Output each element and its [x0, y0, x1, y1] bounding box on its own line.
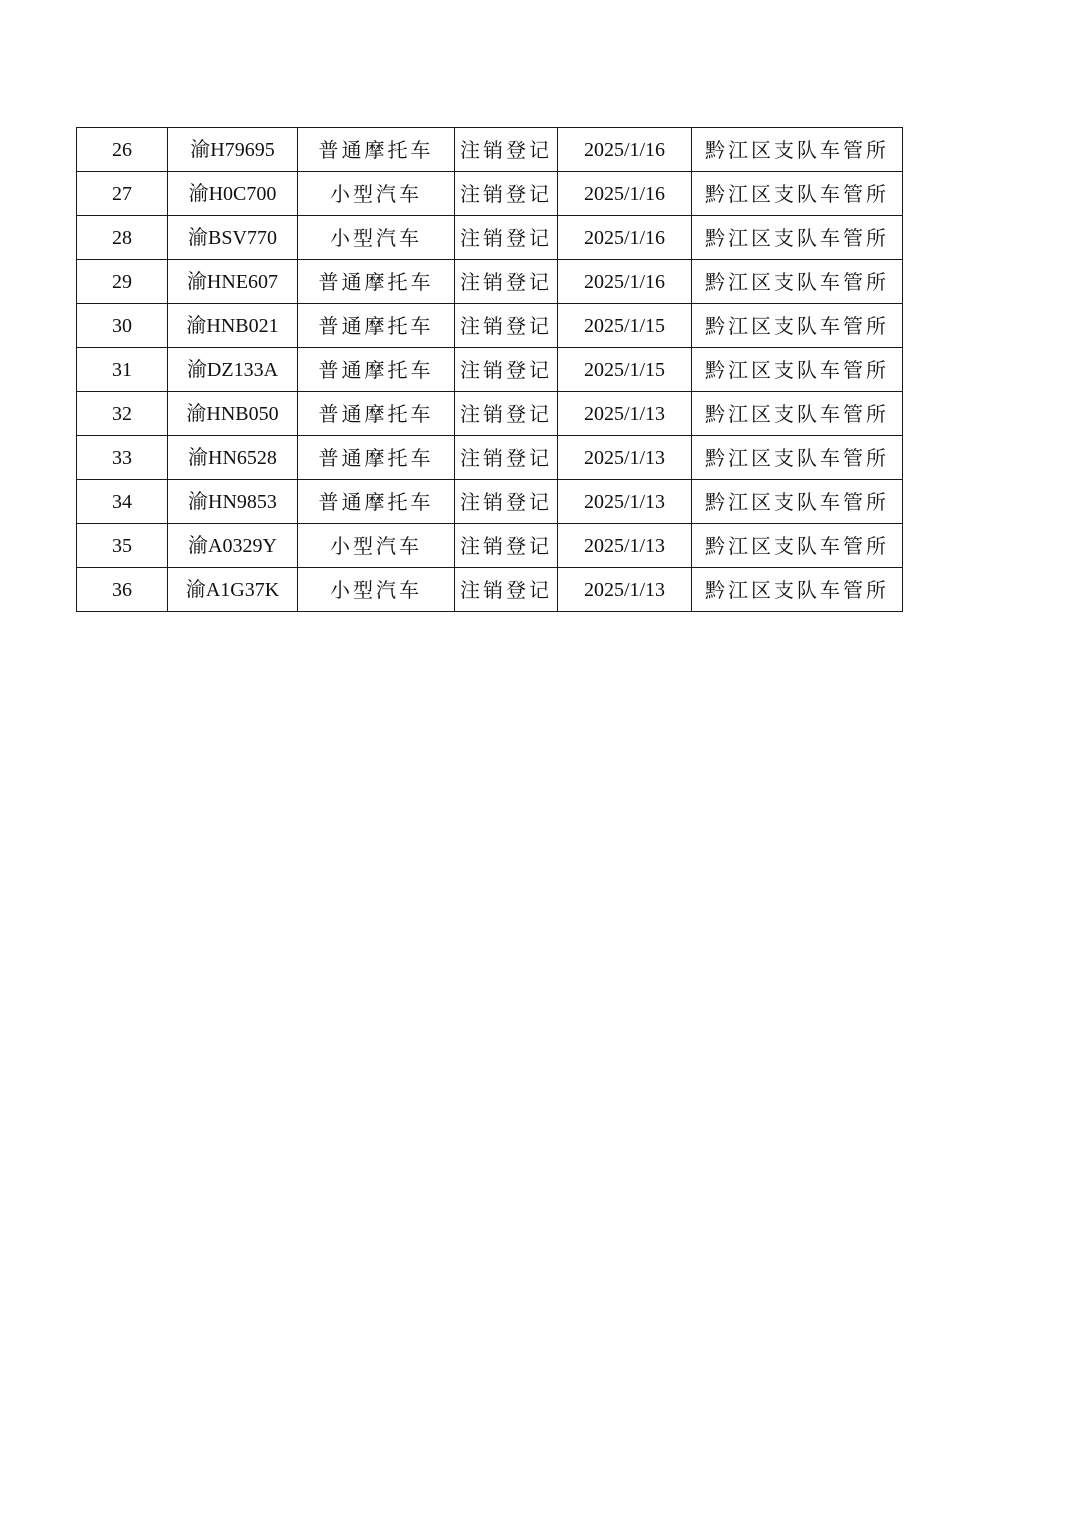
processing-date: 2025/1/13	[558, 568, 692, 612]
plate-number: 渝HN9853	[168, 480, 298, 524]
row-index: 31	[77, 348, 168, 392]
deregistration-table	[76, 127, 903, 612]
table-row	[77, 304, 903, 348]
processing-office: 黔江区支队车管所	[692, 436, 903, 480]
processing-date: 2025/1/15	[558, 348, 692, 392]
business-type: 注销登记	[455, 128, 558, 172]
processing-office: 黔江区支队车管所	[692, 172, 903, 216]
table-row	[77, 216, 903, 260]
processing-date: 2025/1/16	[558, 260, 692, 304]
processing-office: 黔江区支队车管所	[692, 568, 903, 612]
table-row	[77, 172, 903, 216]
business-type: 注销登记	[455, 524, 558, 568]
processing-date: 2025/1/13	[558, 524, 692, 568]
processing-date: 2025/1/15	[558, 304, 692, 348]
table-row	[77, 524, 903, 568]
row-index: 26	[77, 128, 168, 172]
vehicle-type: 普通摩托车	[298, 260, 455, 304]
vehicle-type: 普通摩托车	[298, 436, 455, 480]
plate-number: 渝HNB050	[168, 392, 298, 436]
row-index: 29	[77, 260, 168, 304]
processing-office: 黔江区支队车管所	[692, 348, 903, 392]
plate-number: 渝DZ133A	[168, 348, 298, 392]
business-type: 注销登记	[455, 480, 558, 524]
business-type: 注销登记	[455, 172, 558, 216]
table-row	[77, 480, 903, 524]
processing-office: 黔江区支队车管所	[692, 216, 903, 260]
table-row	[77, 260, 903, 304]
processing-office: 黔江区支队车管所	[692, 480, 903, 524]
vehicle-type: 普通摩托车	[298, 304, 455, 348]
plate-number: 渝A0329Y	[168, 524, 298, 568]
plate-number: 渝H79695	[168, 128, 298, 172]
plate-number: 渝HNE607	[168, 260, 298, 304]
business-type: 注销登记	[455, 568, 558, 612]
plate-number: 渝HN6528	[168, 436, 298, 480]
vehicle-type: 小型汽车	[298, 172, 455, 216]
vehicle-type: 普通摩托车	[298, 128, 455, 172]
table-row	[77, 568, 903, 612]
business-type: 注销登记	[455, 216, 558, 260]
processing-date: 2025/1/16	[558, 172, 692, 216]
row-index: 32	[77, 392, 168, 436]
processing-office: 黔江区支队车管所	[692, 392, 903, 436]
row-index: 34	[77, 480, 168, 524]
business-type: 注销登记	[455, 260, 558, 304]
table-row	[77, 128, 903, 172]
processing-date: 2025/1/13	[558, 480, 692, 524]
vehicle-type: 普通摩托车	[298, 480, 455, 524]
business-type: 注销登记	[455, 436, 558, 480]
vehicle-type: 小型汽车	[298, 524, 455, 568]
vehicle-type: 普通摩托车	[298, 392, 455, 436]
plate-number: 渝A1G37K	[168, 568, 298, 612]
business-type: 注销登记	[455, 392, 558, 436]
row-index: 33	[77, 436, 168, 480]
processing-date: 2025/1/16	[558, 128, 692, 172]
vehicle-type: 小型汽车	[298, 216, 455, 260]
vehicle-type: 小型汽车	[298, 568, 455, 612]
plate-number: 渝H0C700	[168, 172, 298, 216]
processing-office: 黔江区支队车管所	[692, 524, 903, 568]
row-index: 35	[77, 524, 168, 568]
row-index: 36	[77, 568, 168, 612]
processing-date: 2025/1/13	[558, 392, 692, 436]
processing-office: 黔江区支队车管所	[692, 304, 903, 348]
processing-date: 2025/1/16	[558, 216, 692, 260]
table-row	[77, 348, 903, 392]
business-type: 注销登记	[455, 348, 558, 392]
row-index: 27	[77, 172, 168, 216]
table-row	[77, 436, 903, 480]
plate-number: 渝HNB021	[168, 304, 298, 348]
vehicle-type: 普通摩托车	[298, 348, 455, 392]
processing-date: 2025/1/13	[558, 436, 692, 480]
business-type: 注销登记	[455, 304, 558, 348]
row-index: 30	[77, 304, 168, 348]
plate-number: 渝BSV770	[168, 216, 298, 260]
table-row	[77, 392, 903, 436]
processing-office: 黔江区支队车管所	[692, 128, 903, 172]
processing-office: 黔江区支队车管所	[692, 260, 903, 304]
row-index: 28	[77, 216, 168, 260]
